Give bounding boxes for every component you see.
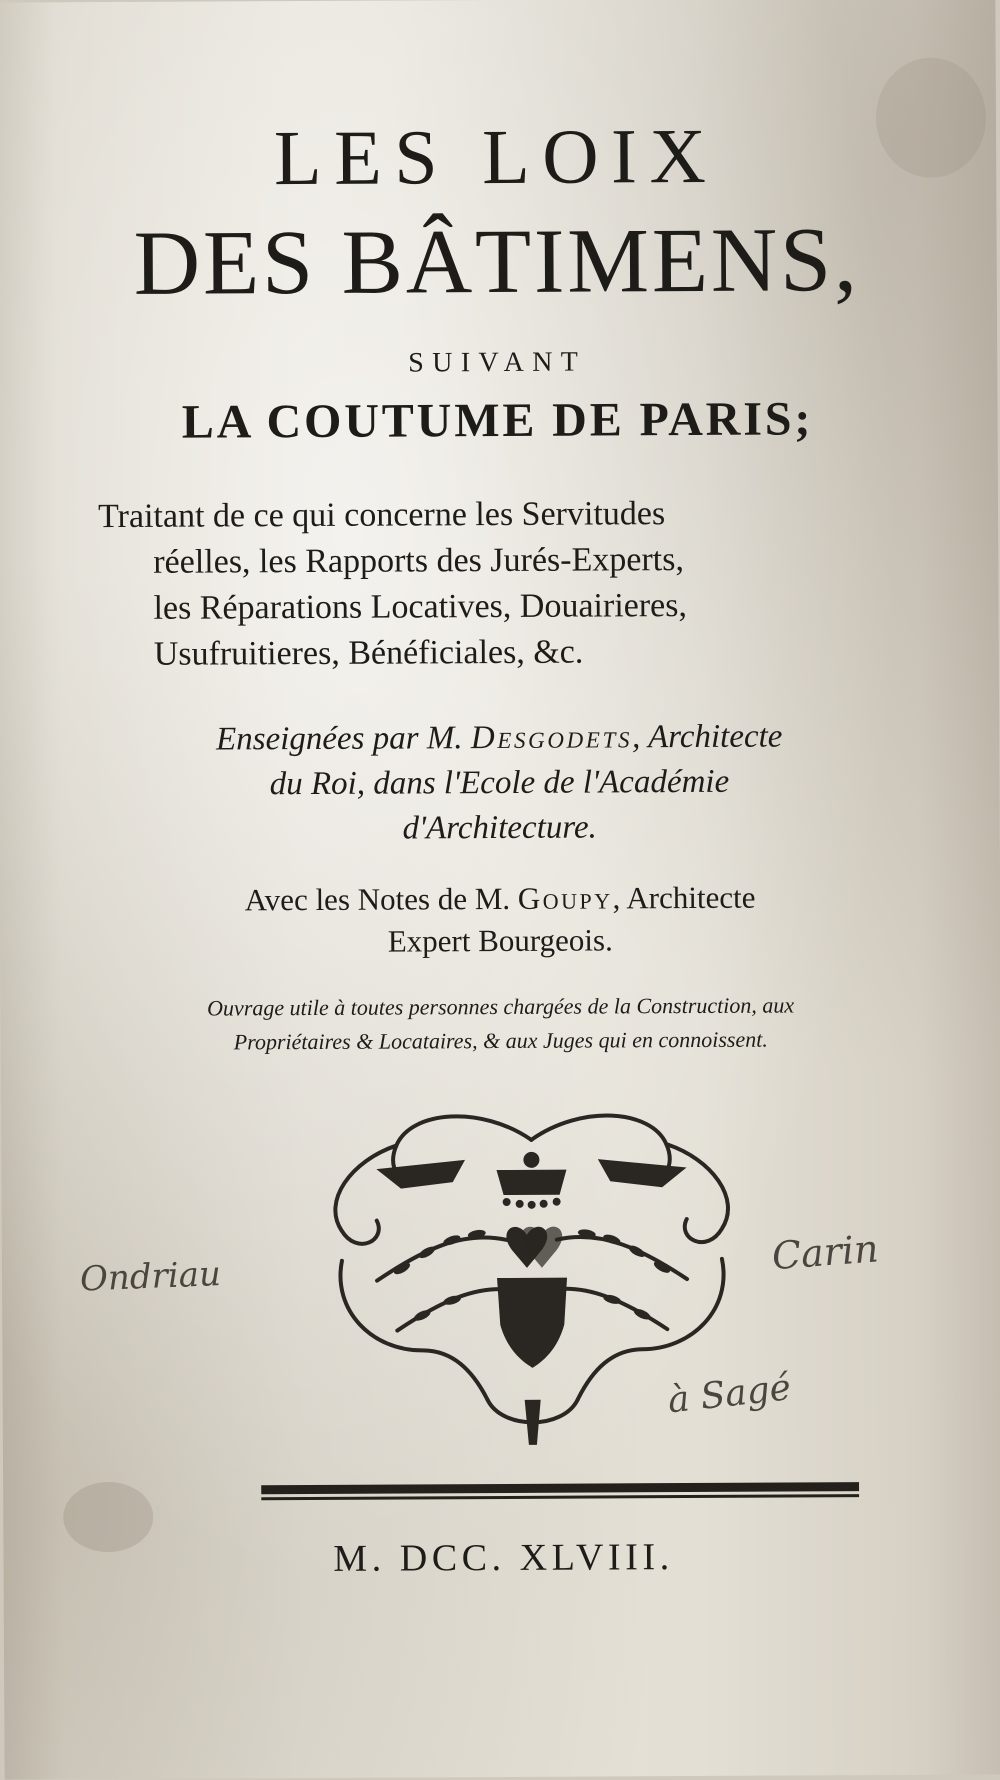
- title-line-2: DES BÂTIMENS,: [133, 208, 860, 314]
- description-line-2: réelles, les Rapports des Jurés-Experts,: [153, 541, 685, 581]
- description-line-4: Usufruitieres, Bénéficiales, &c.: [153, 633, 584, 673]
- description-block: [98, 490, 959, 679]
- imprint-date: M. DCC. XLVIII.: [333, 1536, 674, 1580]
- title-line-4: LA COUTUME DE PARIS;: [181, 392, 814, 449]
- handwritten-note-lower: à Sagé: [665, 1367, 793, 1422]
- notes-prefix: Avec les Notes de M.: [244, 880, 511, 918]
- author-line-1: [0, 713, 999, 763]
- double-rule: [261, 1480, 859, 1503]
- notes-line-2: Expert Bourgeois.: [387, 922, 613, 959]
- author-suffix: , Architecte: [632, 718, 783, 756]
- description-line-3: les Réparations Locatives, Douairieres,: [153, 587, 688, 627]
- author-line-3: d'Architecture.: [402, 809, 597, 847]
- author-block: [0, 713, 1000, 853]
- author-prefix: Enseignées par M.: [215, 720, 463, 758]
- notes-name: Goupy: [517, 880, 613, 916]
- subtitle-line-1: Ouvrage utile à toutes personnes chargées de la Construction, aux: [207, 992, 795, 1021]
- notes-block: [0, 875, 1000, 964]
- description-line-1: Traitant de ce qui concerne les Servitudes: [97, 495, 666, 536]
- subtitle-line-2: Propriétaires & Locataires, & aux Juges qui en connoissent.: [233, 1026, 768, 1055]
- notes-line-1: [0, 875, 1000, 922]
- subtitle-block: [1, 987, 1000, 1060]
- title-line-1: LES LOIX: [273, 111, 719, 202]
- handwritten-note-left: Ondriau: [79, 1254, 222, 1300]
- notes-suffix: , Architecte: [612, 879, 756, 916]
- author-name: Desgodets: [470, 719, 633, 757]
- handwritten-note-right: Carin: [770, 1226, 880, 1279]
- author-line-2: du Roi, dans l'Ecole de l'Académie: [269, 763, 730, 803]
- title-line-3: SUIVANT: [408, 346, 587, 379]
